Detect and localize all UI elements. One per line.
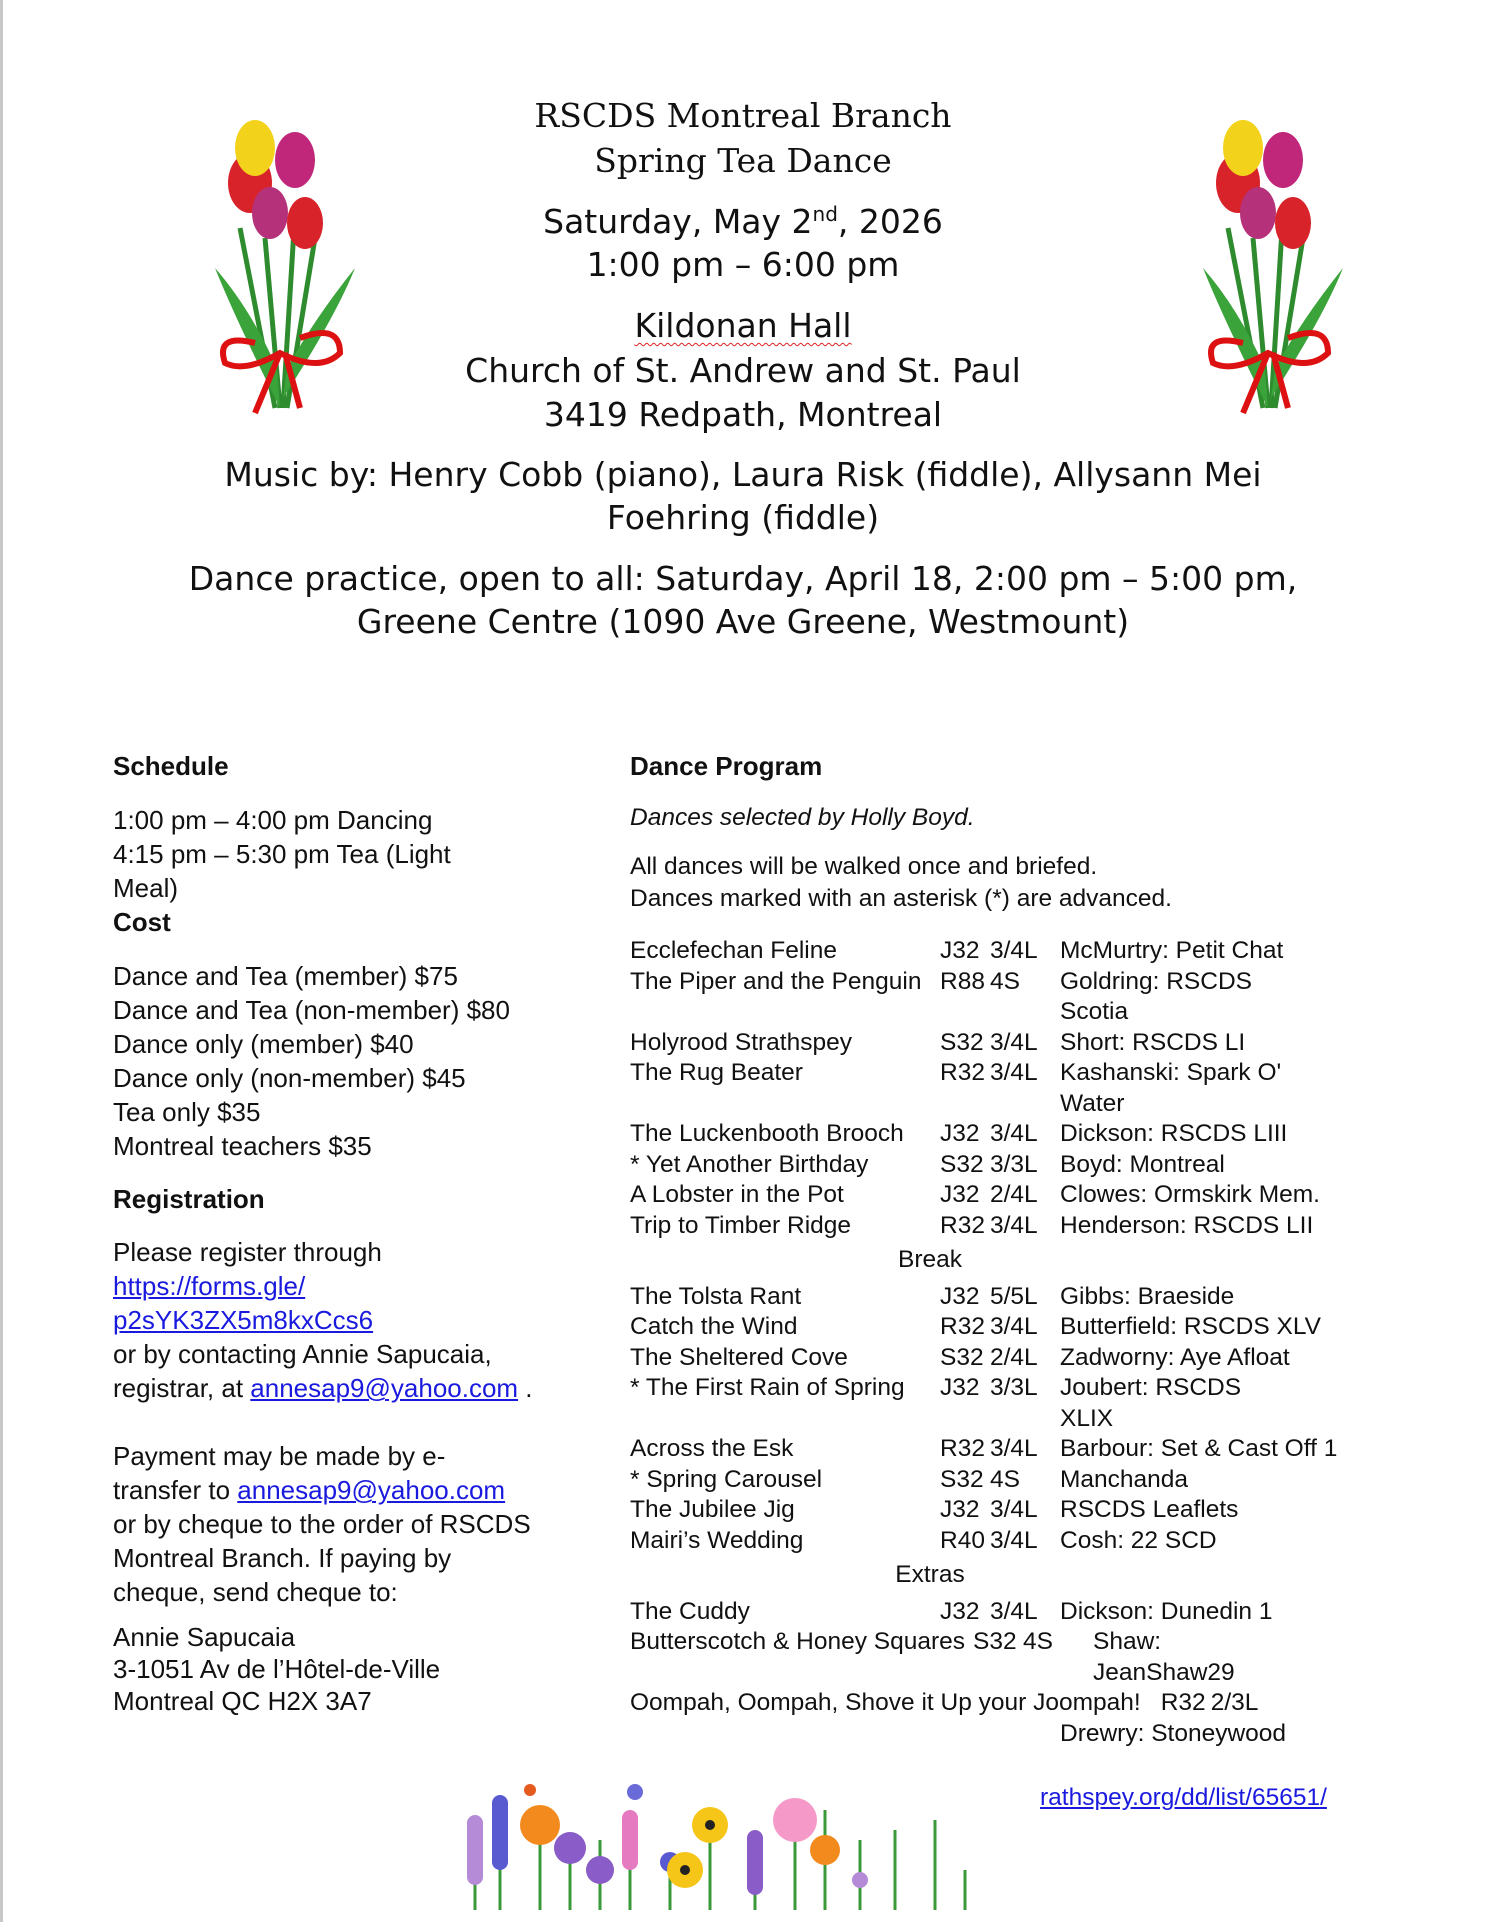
dance-source: Barbour: Set & Cast Off 1	[1060, 1435, 1338, 1462]
dance-set: 3/4L	[990, 1120, 1038, 1147]
dance-type: J32	[940, 1282, 980, 1310]
dance-type: R32	[940, 1313, 985, 1340]
dance-row	[630, 936, 1390, 967]
event-time: 1:00 pm – 6:00 pm	[586, 245, 900, 284]
payment-line: or by cheque to the order of RSCDS	[113, 1509, 531, 1539]
contact-line: or by contacting Annie Sapucaia,	[113, 1339, 492, 1369]
dance-source: Drewry: Stoneywood	[1060, 1719, 1287, 1747]
dance-set: 3/4L	[990, 1028, 1038, 1056]
payment-text: transfer to	[113, 1475, 238, 1505]
program-header	[630, 749, 1390, 915]
dance-name: * The First Rain of Spring	[630, 1374, 905, 1401]
dance-name: The Jubilee Jig	[630, 1496, 795, 1523]
dance-row	[630, 1180, 1390, 1211]
email-link[interactable]: annesap9@yahoo.com	[250, 1373, 519, 1403]
registration-intro: Please register through	[113, 1237, 382, 1267]
dance-type: R40	[940, 1526, 985, 1554]
dance-row	[630, 1343, 1390, 1374]
dance-name: The Piper and the Penguin	[630, 967, 922, 995]
dance-name: Oompah, Oompah, Shove it Up your Joompah!	[630, 1689, 1141, 1716]
program-heading: Dance Program	[630, 751, 823, 781]
venue-name	[0, 306, 1486, 345]
dance-name: A Lobster in the Pot	[630, 1181, 844, 1208]
selected-by: Dances selected by Holly Boyd.	[630, 804, 975, 831]
dance-name: * Yet Another Birthday	[630, 1150, 869, 1178]
music-line-1: Music by: Henry Cobb (piano), Laura Risk (fiddle), Allysann Mei	[224, 455, 1262, 494]
dance-set: 3/4L	[990, 1211, 1038, 1239]
dance-name: The Sheltered Cove	[630, 1343, 848, 1371]
extras-label: Extras	[895, 1561, 965, 1588]
date-text: Saturday, May 2	[543, 202, 813, 241]
dance-source: Butterfield: RSCDS XLV	[1060, 1313, 1321, 1340]
dance-row	[630, 1526, 1390, 1557]
dance-source: Goldring: RSCDS Scotia	[1060, 967, 1252, 1025]
venue-address: 3419 Redpath, Montreal	[543, 395, 943, 434]
dance-set: 3/4L	[990, 937, 1038, 964]
dance-row	[630, 1495, 1390, 1526]
dance-row	[630, 1119, 1390, 1150]
dance-source: Manchanda	[1060, 1465, 1189, 1493]
venue-church: Church of St. Andrew and St. Paul	[465, 351, 1021, 390]
dance-row	[630, 1150, 1390, 1181]
dance-name: Holyrood Strathspey	[630, 1028, 852, 1056]
dance-name: Butterscotch & Honey Squares	[630, 1628, 966, 1655]
dance-set: 3/4L	[990, 1526, 1038, 1554]
dance-row	[630, 1627, 1390, 1688]
dance-source: Shaw: JeanShaw29	[1093, 1628, 1235, 1686]
dance-source: Kashanski: Spark O' Water	[1060, 1059, 1282, 1117]
program-note: Dances marked with an asterisk (*) are advanced.	[630, 885, 1172, 912]
dance-set: 4S	[990, 1465, 1020, 1493]
payment-line: cheque, send cheque to:	[113, 1577, 398, 1607]
form-link[interactable]: https://forms.gle/	[113, 1271, 306, 1301]
music-line-2: Foehring (fiddle)	[606, 498, 880, 537]
dance-row	[630, 1058, 1390, 1119]
dance-name: The Rug Beater	[630, 1059, 803, 1086]
cost-heading: Cost	[113, 907, 171, 937]
dance-type: S32	[940, 1028, 984, 1056]
dance-set: 3/4L	[990, 1313, 1038, 1340]
dance-source: Gibbs: Braeside	[1060, 1282, 1235, 1310]
schedule-line: Meal)	[113, 873, 179, 903]
wildflowers-illustration	[455, 1780, 1035, 1910]
event-title: Spring Tea Dance	[594, 141, 892, 180]
registrar-end: .	[518, 1373, 533, 1403]
program-part-1	[630, 936, 1390, 1241]
event-date	[0, 202, 1486, 241]
dance-row	[630, 1465, 1390, 1496]
dance-row	[630, 1373, 1390, 1434]
dance-source: Dickson: Dunedin 1	[1060, 1597, 1273, 1625]
dance-type: R32	[940, 1059, 985, 1086]
dance-set: 2/4L	[990, 1181, 1038, 1208]
dance-name: Mairi’s Wedding	[630, 1526, 804, 1554]
schedule-heading: Schedule	[113, 751, 229, 781]
dance-name: The Luckenbooth Brooch	[630, 1120, 904, 1147]
mailing-city: Montreal QC H2X 3A7	[113, 1686, 372, 1716]
dance-row	[630, 1434, 1390, 1465]
dance-type: R88	[940, 967, 985, 995]
cost-item: Montreal teachers $35	[113, 1131, 372, 1161]
dance-set: 2/4L	[990, 1343, 1038, 1371]
cost-item: Dance and Tea (non-member) $80	[113, 995, 510, 1025]
schedule-line: 1:00 pm – 4:00 pm Dancing	[113, 805, 433, 835]
dance-set: 3/4L	[990, 1597, 1038, 1625]
dance-type: S32	[973, 1628, 1017, 1655]
dance-source: Boyd: Montreal	[1060, 1150, 1225, 1178]
payment-line: Montreal Branch. If paying by	[113, 1543, 452, 1573]
practice-line-1: Dance practice, open to all: Saturday, April 18, 2:00 pm – 5:00 pm,	[188, 559, 1298, 598]
dance-source: Cosh: 22 SCD	[1060, 1526, 1217, 1554]
practice-line-2: Greene Centre (1090 Ave Greene, Westmount)	[356, 602, 1130, 641]
dance-set: 3/4L	[990, 1435, 1038, 1462]
page-edge	[0, 0, 3, 1922]
dance-type: J32	[940, 1374, 980, 1401]
dance-source: Henderson: RSCDS LII	[1060, 1211, 1314, 1239]
dance-type: J32	[940, 937, 980, 964]
date-suffix: nd	[812, 202, 838, 226]
dance-name: * Spring Carousel	[630, 1465, 823, 1493]
dance-row	[630, 1688, 1390, 1749]
dance-row	[630, 1312, 1390, 1343]
dance-row	[630, 1282, 1390, 1313]
dance-source: Short: RSCDS LI	[1060, 1028, 1246, 1056]
dance-row	[630, 1028, 1390, 1059]
dance-set: 3/4L	[990, 1059, 1038, 1086]
dance-program	[630, 936, 1390, 1749]
cost-item: Tea only $35	[113, 1097, 261, 1127]
dance-set: 2/3L	[1210, 1689, 1259, 1716]
dance-set: 3/4L	[990, 1496, 1038, 1523]
program-note: All dances will be walked once and briefed.	[630, 853, 1098, 880]
dance-source: Joubert: RSCDS XLIX	[1060, 1374, 1242, 1432]
dance-type: J32	[940, 1181, 980, 1208]
dance-row	[630, 1211, 1390, 1242]
date-year: , 2026	[837, 202, 943, 241]
dance-source: RSCDS Leaflets	[1060, 1496, 1239, 1523]
mailing-street: 3-1051 Av de l’Hôtel-de-Ville	[113, 1654, 441, 1684]
dance-type: R32	[940, 1211, 985, 1239]
dance-type: S32	[940, 1150, 984, 1178]
dance-type: S32	[940, 1465, 984, 1493]
dance-type: R32	[940, 1435, 985, 1462]
dance-name: The Cuddy	[630, 1597, 750, 1625]
dance-set: 4S	[990, 967, 1020, 995]
venue-text: Kildonan Hall	[634, 306, 852, 345]
form-link[interactable]: p2sYK3ZX5m8kxCcs6	[113, 1305, 374, 1335]
dance-name: Ecclefechan Feline	[630, 937, 838, 964]
program-part-2	[630, 1282, 1390, 1557]
payment-line	[113, 1473, 613, 1507]
dance-type: J32	[940, 1496, 980, 1523]
schedule-line: 4:15 pm – 5:30 pm Tea (Light	[113, 839, 451, 869]
dance-set: 3/3L	[990, 1374, 1038, 1401]
payment-line: Payment may be made by e-	[113, 1441, 446, 1471]
registration-heading: Registration	[113, 1184, 265, 1214]
dance-type: J32	[940, 1597, 980, 1625]
dance-type: R32	[1160, 1689, 1206, 1716]
dance-name: Across the Esk	[630, 1435, 794, 1462]
dance-source: McMurtry: Petit Chat	[1060, 937, 1284, 964]
dance-name: Catch the Wind	[630, 1313, 798, 1340]
dance-name: Trip to Timber Ridge	[630, 1211, 852, 1239]
left-column	[113, 749, 613, 1717]
event-org: RSCDS Montreal Branch	[534, 96, 952, 135]
break-label: Break	[897, 1246, 962, 1273]
program-extras	[630, 1597, 1390, 1750]
payment-email-link[interactable]: annesap9@yahoo.com	[237, 1475, 506, 1505]
dance-set: 3/3L	[990, 1150, 1038, 1178]
dance-set: 4S	[1023, 1628, 1053, 1655]
registrar-text: registrar, at	[113, 1373, 251, 1403]
registrar-line	[113, 1371, 613, 1405]
mailing-name: Annie Sapucaia	[113, 1622, 296, 1652]
dance-row	[630, 967, 1390, 1028]
dance-type: J32	[940, 1120, 980, 1147]
cost-item: Dance only (member) $40	[113, 1029, 414, 1059]
dance-type: S32	[940, 1343, 984, 1371]
dance-source: Dickson: RSCDS LIII	[1060, 1120, 1288, 1147]
cost-item: Dance and Tea (member) $75	[113, 961, 458, 991]
dance-source: Clowes: Ormskirk Mem.	[1060, 1181, 1320, 1208]
rathspey-link[interactable]: rathspey.org/dd/list/65651/	[1040, 1784, 1327, 1811]
cost-item: Dance only (non-member) $45	[113, 1063, 466, 1093]
dance-name: The Tolsta Rant	[630, 1282, 802, 1310]
dance-row	[630, 1597, 1390, 1628]
dance-source: Zadworny: Aye Afloat	[1060, 1343, 1290, 1371]
dance-set: 5/5L	[990, 1282, 1038, 1310]
